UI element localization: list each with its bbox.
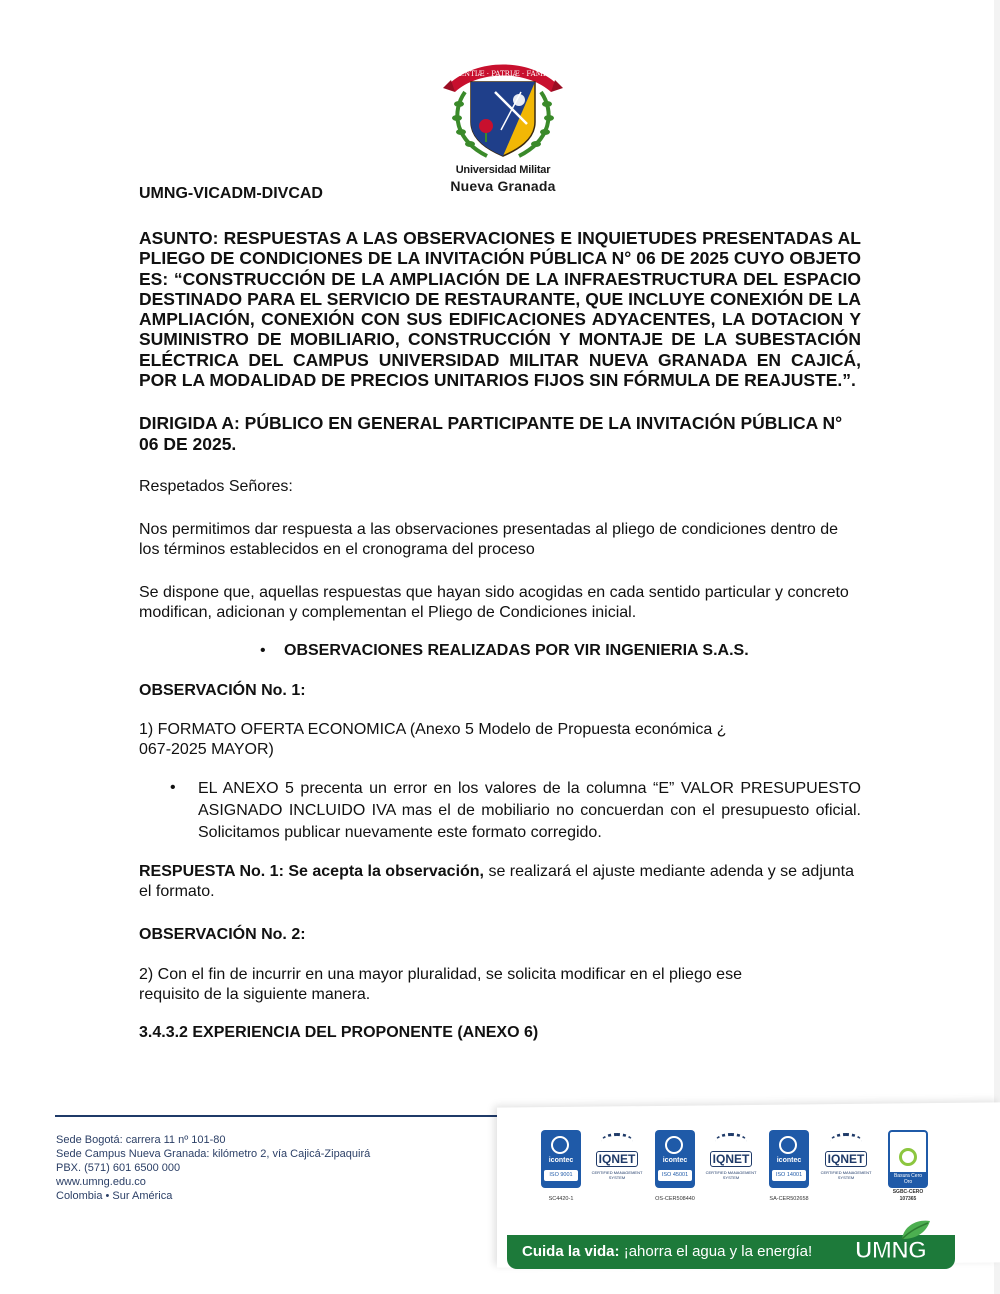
- basura-cero-badge: Basura Cero Oro SGBC-CERO 107365: [886, 1130, 930, 1202]
- salutation: Respetados Señores:: [139, 477, 293, 495]
- slogan-bold: Cuida la vida:: [522, 1243, 620, 1260]
- icontec-icon: [551, 1136, 569, 1154]
- provision-paragraph: Se dispone que, aquellas respuestas que hayan sido acogidas en cada sentido particular y concreto modifican, adicionan y complementan el Pliego de Condiciones inicial.: [139, 583, 849, 621]
- observation-1-line1: 1) FORMATO OFERTA ECONOMICA (Anexo 5 Modelo de Propuesta económica ¿: [139, 720, 727, 738]
- experience-section-title: 3.4.3.2 EXPERIENCIA DEL PROPONENTE (ANEXO 6): [139, 1023, 539, 1041]
- iqnet-icon: [601, 1133, 633, 1150]
- slogan: [522, 1243, 812, 1260]
- address-line: Sede Campus Nueva Granada: kilómetro 2, vía Cajicá-Zipaquirá: [56, 1148, 371, 1160]
- iqnet-badge: IQNET CERTIFIED MANAGEMENT SYSTEM: [705, 1133, 757, 1180]
- website-link[interactable]: www.umng.edu.co: [56, 1176, 146, 1188]
- addressed-to: DIRIGIDA A: PÚBLICO EN GENERAL PARTICIPANTE DE LA INVITACIÓN PÚBLICA N° 06 DE 2025.: [139, 413, 843, 454]
- address-line: PBX. (571) 601 6500 000: [56, 1162, 181, 1174]
- page-edge: [994, 0, 1000, 1294]
- slogan-rest: ¡ahorra el agua y la energía!: [619, 1243, 813, 1260]
- logo-university-line2: Nueva Granada: [450, 178, 556, 194]
- icontec-iso45001-badge: icontec ISO 45001 OS-CER508440: [651, 1130, 699, 1202]
- observation-2-text: [139, 965, 861, 1005]
- observation-1-bullet-text: EL ANEXO 5 precenta un error en los valores de la columna “E” VALOR PRESUPUESTO ASIGNADO INCLUIDO IVA mas el de mobiliario no concuerdan con el presupuesto oficial. Solicitamos publicar nuevamente este formato corregido.: [198, 779, 861, 841]
- observation-1-text: [139, 720, 861, 760]
- address-line: Sede Bogotá: carrera 11 nº 101-80: [56, 1134, 226, 1146]
- icontec-icon: [665, 1136, 683, 1154]
- iqnet-badge: IQNET CERTIFIED MANAGEMENT SYSTEM: [820, 1133, 872, 1180]
- section-heading: [139, 641, 861, 661]
- iqnet-icon: [830, 1133, 862, 1150]
- university-crest-logo: [437, 52, 569, 198]
- iqnet-badge: IQNET CERTIFIED MANAGEMENT SYSTEM: [591, 1133, 643, 1180]
- iqnet-icon: [715, 1133, 747, 1150]
- observation-2-line1: 2) Con el fin de incurrir en una mayor pluralidad, se solicita modificar en el pliego ese: [139, 965, 742, 983]
- observation-2-line2: requisito de la siguiente manera.: [139, 985, 371, 1003]
- icontec-iso14001-badge: icontec ISO 14001 SA-CER502658: [765, 1130, 813, 1202]
- svg-text:SCIENTIÆ · PATRIÆ · FAMILIÆ: SCIENTIÆ · PATRIÆ · FAMILIÆ: [445, 70, 561, 78]
- section-heading-text: OBSERVACIONES REALIZADAS POR VIR INGENIERIA S.A.S.: [284, 641, 749, 659]
- response-1-label: RESPUESTA No. 1: Se acepta la observación,: [139, 862, 484, 880]
- intro-paragraph: Nos permitimos dar respuesta a las observaciones presentadas al pliego de condiciones dentro de los términos establecidos en el cronograma del proceso: [139, 520, 839, 558]
- icontec-iso9001-badge: icontec ISO 9001 SC4420-1: [537, 1130, 585, 1202]
- response-1-text: se realizará el ajuste mediante adenda y se adjunta el formato.: [139, 862, 855, 900]
- observation-1-bullet: [139, 778, 861, 844]
- bullet-icon: •: [260, 641, 266, 659]
- footer-divider: [55, 1115, 510, 1117]
- observation-1-line2: 067-2025 MAYOR): [139, 740, 274, 758]
- document-code: UMNG-VICADM-DIVCAD: [139, 185, 323, 202]
- observation-2-title: OBSERVACIÓN No. 2:: [139, 925, 306, 943]
- subject-paragraph: ASUNTO: RESPUESTAS A LAS OBSERVACIONES E INQUIETUDES PRESENTADAS AL PLIEGO DE CONDICIONES DE LA INVITACIÓN PÚBLICA N° 06 DE 2025 CUYO OBJETO ES: “CONSTRUCCIÓN DE LA AMPLIACIÓN DE LA INFRAESTRUCTURA DEL ESPACIO DESTINADO PARA EL SERVICIO DE RESTAURANTE, QUE INCLUYE CONEXIÓN DE LA AMPLIACIÓN, CONEXIÓN CON SUS EDIFICACIONES ADYACENTES, LA DOTACION Y SUMINISTRO DE MOBILIARIO, CONSTRUCCIÓN Y MONTAJE DE LA SUBESTACIÓN ELÉCTRICA DEL CAMPUS UNIVERSIDAD MILITAR NUEVA GRANADA EN CAJICÁ, POR LA MODALIDAD DE PRECIOS UNITARIOS FIJOS SIN FÓRMULA DE REAJUSTE.”.: [139, 228, 861, 391]
- footer-address: [56, 1133, 370, 1203]
- observation-1-title: OBSERVACIÓN No. 1:: [139, 681, 306, 699]
- logo-university-line1: Universidad Militar: [455, 164, 551, 176]
- response-1: [139, 862, 861, 902]
- icontec-icon: [779, 1136, 797, 1154]
- bullet-icon: •: [170, 778, 176, 796]
- recycle-icon: [899, 1148, 917, 1166]
- document-body: [139, 184, 861, 1043]
- crest-icon: [437, 52, 569, 164]
- umng-brand-logo: UMNG: [855, 1237, 927, 1264]
- address-line: Colombia • Sur América: [56, 1190, 173, 1202]
